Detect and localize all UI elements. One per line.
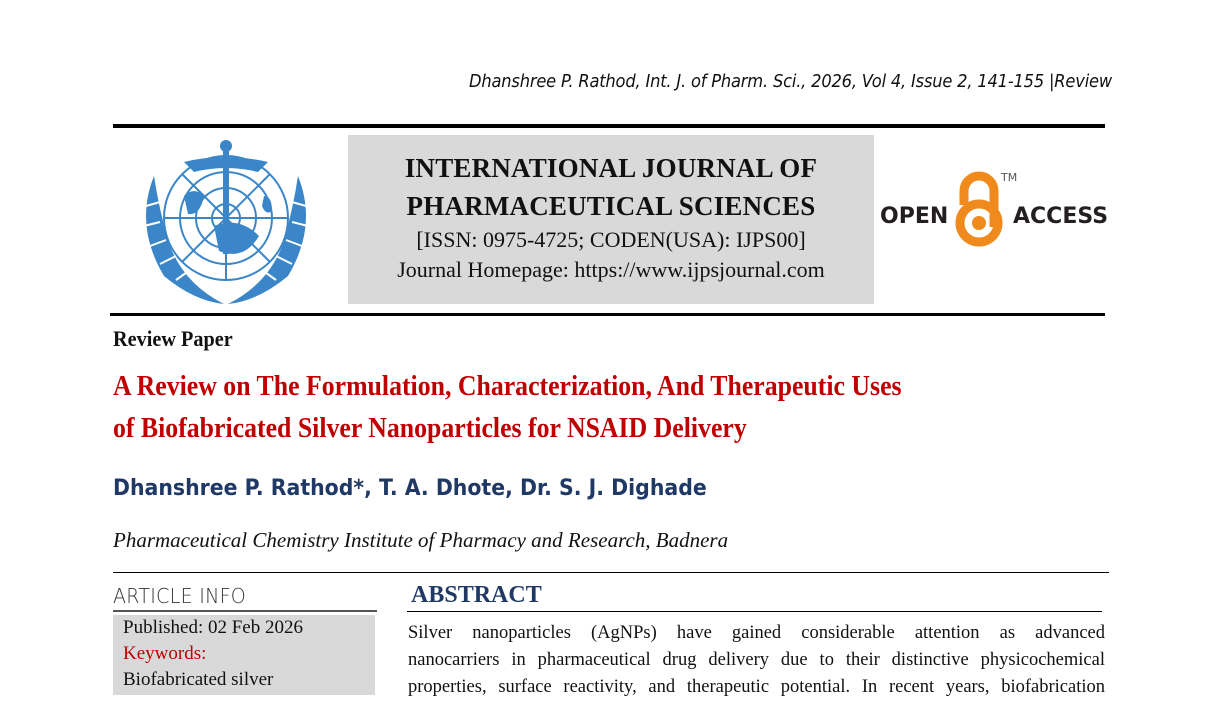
abstract-heading: ABSTRACT [411,582,542,608]
article-info-rule [113,610,377,612]
journal-issn: [ISSN: 0975-4725; CODEN(USA): IJPS00] [416,227,806,252]
header-top-rule [113,124,1105,128]
running-head: Dhanshree P. Rathod, Int. J. of Pharm. Sci., 2026, Vol 4, Issue 2, 141-155 |Review [469,72,1112,92]
paper-title-line2: of Biofabricated Silver Nanoparticles for NSAID Delivery [113,413,747,444]
paper-title-line1: A Review on The Formulation, Characterization, And Therapeutic Uses [113,371,902,402]
section-divider [113,572,1109,573]
paper-title [113,366,1018,450]
article-info-box [113,615,375,695]
svg-text:TM: TM [1001,171,1018,184]
abstract-body [408,620,1105,701]
paper-affiliation: Pharmaceutical Chemistry Institute of Pharmacy and Research, Badnera [113,528,729,552]
journal-homepage[interactable]: Journal Homepage: https://www.ijpsjournal.com [397,257,825,282]
abstract-line: nanocarriers in pharmaceutical drug delivery due to their distinctive physicochemical [408,650,1105,670]
svg-text:ACCESS: ACCESS [1013,204,1109,229]
journal-logo-emblem-icon [124,136,328,308]
keywords-label: Keywords: [123,643,207,664]
journal-title-line2: PHARMACEUTICAL SCIENCES [406,191,816,221]
abstract-line: Silver nanoparticles (AgNPs) have gained considerable attention as advanced [408,623,1105,643]
open-lock-icon [960,176,998,242]
paper-type-label: Review Paper [113,326,233,351]
open-access-left-text: OPEN [880,204,949,229]
keyword-item: Biofabricated silver [123,669,274,690]
article-info-heading: ARTICLE INFO [113,584,247,608]
journal-title-line1: INTERNATIONAL JOURNAL OF [404,153,818,183]
abstract-line: properties, surface reactivity, and therapeutic potential. In recent years, biofabrication [408,677,1105,697]
published-date: Published: 02 Feb 2026 [123,617,303,638]
abstract-rule [407,611,1102,612]
journal-masthead [348,135,874,304]
header-bottom-rule [110,313,1105,316]
paper-authors: Dhanshree P. Rathod*, T. A. Dhote, Dr. S. J. Dighade [113,476,707,501]
open-access-logo [880,165,1110,255]
